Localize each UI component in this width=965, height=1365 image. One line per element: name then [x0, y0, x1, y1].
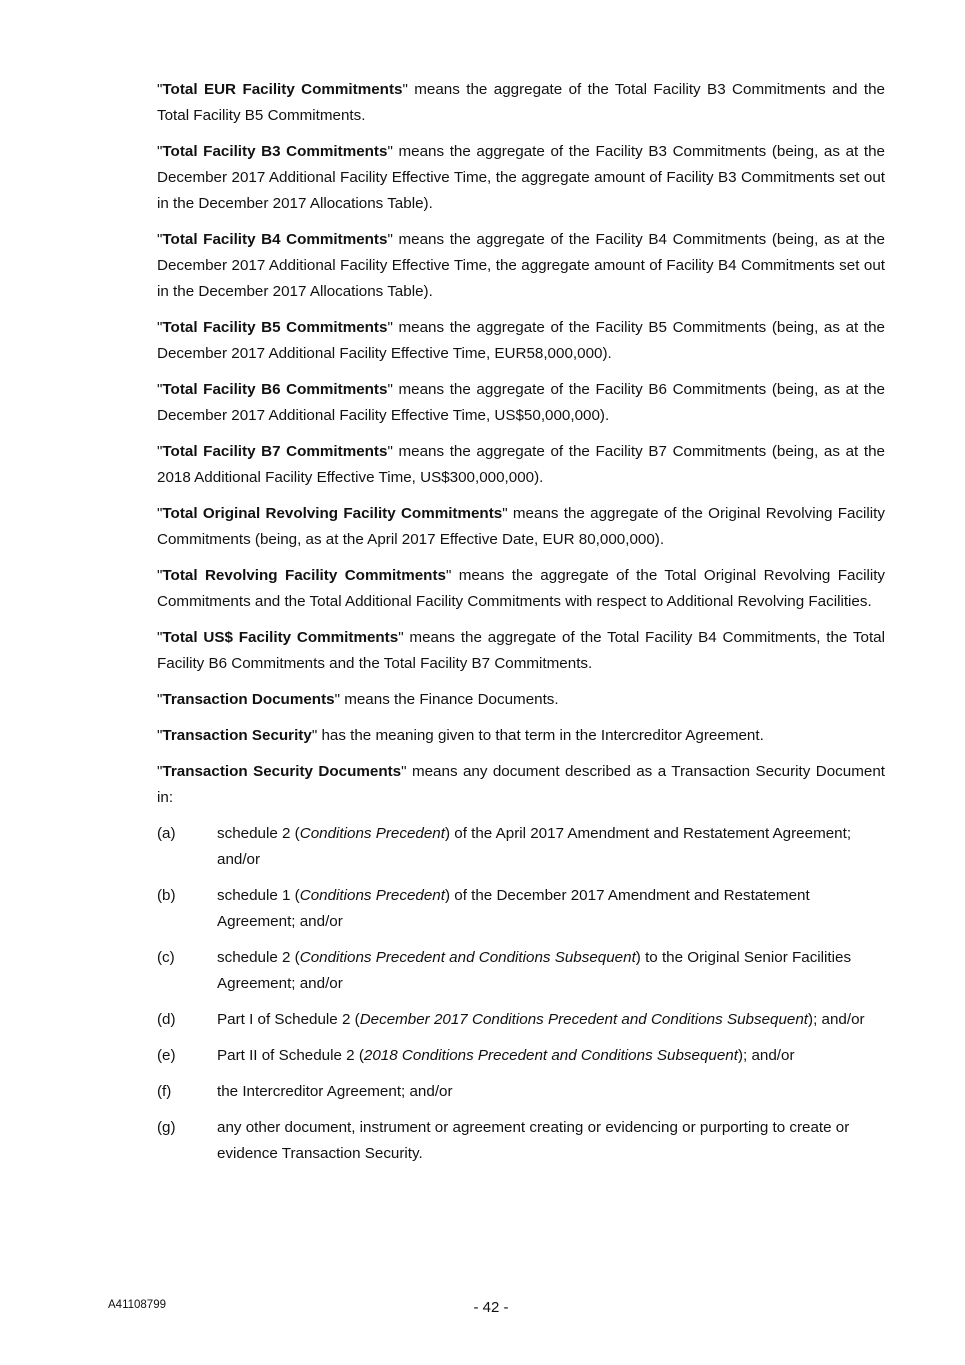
definition-total-facility-b7-commitments: "Total Facility B7 Commitments" means the aggregate of the Facility B7 Commitments (being, as at the 2018 Additional Facility Effective Time, US$300,000,000).	[157, 443, 885, 486]
list-item-c	[157, 945, 885, 997]
defined-term: Total Original Revolving Facility Commitments	[162, 505, 503, 522]
list-text: any other document, instrument or agreement creating or evidencing or purporting to create or evidence Transaction Security.	[217, 1119, 850, 1162]
list-text-italic: Conditions Precedent	[299, 825, 445, 842]
definition-text: means the aggregate of the Total Facility B3 Commitments and the Total Facility B5 Commitments.	[157, 81, 885, 124]
list-item-a	[157, 821, 885, 873]
definition-total-facility-b6-commitments: "Total Facility B6 Commitments" means the aggregate of the Facility B6 Commitments (being, as at the December 2017 Additional Facility Effective Time, US$50,000,000).	[157, 381, 885, 424]
definition-text: means any document described as a Transaction Security Document in:	[157, 763, 885, 806]
defined-term: Total US$ Facility Commitments	[162, 629, 399, 646]
list-marker: (a)	[157, 825, 176, 842]
definition-total-original-revolving-facility-commitments: "Total Original Revolving Facility Commitments" means the aggregate of the Original Revolving Facility Commitments (being, as at the April 2017 Effective Date, EUR 80,000,000).	[157, 505, 885, 548]
defined-term: Total EUR Facility Commitments	[162, 81, 403, 98]
list-marker: (g)	[157, 1119, 176, 1136]
definition-total-facility-b5-commitments: "Total Facility B5 Commitments" means the aggregate of the Facility B5 Commitments (being, as at the December 2017 Additional Facility Effective Time, EUR58,000,000).	[157, 319, 885, 362]
defined-term: Transaction Documents	[162, 691, 335, 708]
definition-total-facility-b3-commitments: "Total Facility B3 Commitments" means the aggregate of the Facility B3 Commitments (being, as at the December 2017 Additional Facility Effective Time, the aggregate amount of Facility B3 Commitments set out in the December 2017 Allocations Table).	[157, 143, 885, 212]
defined-term: Total Revolving Facility Commitments	[162, 567, 446, 584]
list-text-italic: Conditions Precedent and Conditions Subsequent	[299, 949, 636, 966]
definition-total-revolving-facility-commitments: "Total Revolving Facility Commitments" means the aggregate of the Total Original Revolving Facility Commitments and the Total Additional Facility Commitments with respect to Additional Revolving Facilities.	[157, 567, 886, 610]
definition-transaction-security-documents: "Transaction Security Documents" means any document described as a Transaction Security Document in:	[157, 763, 885, 806]
list-text: Part II of Schedule 2 (	[217, 1047, 364, 1064]
list-text-italic: December 2017 Conditions Precedent and Conditions Subsequent	[359, 1011, 809, 1028]
definition-text: has the meaning given to that term in the Intercreditor Agreement.	[317, 727, 764, 744]
defined-term: Total Facility B3 Commitments	[162, 143, 388, 160]
definition-transaction-documents: "Transaction Documents" means the Finance Documents.	[157, 691, 559, 708]
definition-text: means the aggregate of the Original Revolving Facility Commitments (being, as at the April 2017 Effective Date, EUR 80,000,000).	[157, 505, 885, 548]
list-marker: (f)	[157, 1083, 172, 1100]
list-text: schedule 2 (	[217, 949, 300, 966]
list-marker: (e)	[157, 1047, 176, 1064]
defined-term: Transaction Security	[162, 727, 312, 744]
definition-text: means the aggregate of the Facility B4 Commitments (being, as at the December 2017 Additional Facility Effective Time, the aggregate amount of Facility B4 Commitments set out in the December 2017 Allocations Table).	[157, 231, 885, 300]
list-text-italic: 2018 Conditions Precedent and Conditions Subsequent	[363, 1047, 738, 1064]
list-text: ); and/or	[808, 1011, 865, 1028]
definition-total-facility-b4-commitments: "Total Facility B4 Commitments" means the aggregate of the Facility B4 Commitments (being, as at the December 2017 Additional Facility Effective Time, the aggregate amount of Facility B4 Commitments set out in the December 2017 Allocations Table).	[157, 231, 885, 300]
definition-text: means the aggregate of the Facility B5 Commitments (being, as at the December 2017 Additional Facility Effective Time, EUR58,000,000).	[157, 319, 885, 362]
page-number: - 42 -	[473, 1299, 509, 1316]
document-reference: A41108799	[108, 1299, 166, 1311]
definition-text: means the Finance Documents.	[339, 691, 559, 708]
list-marker: (c)	[157, 949, 175, 966]
defined-term: Total Facility B4 Commitments	[162, 231, 388, 248]
definition-text: means the aggregate of the Total Original Revolving Facility Commitments and the Total Additional Facility Commitments with respect to Additional Revolving Facilities.	[157, 567, 886, 610]
definition-text: means the aggregate of the Total Facility B4 Commitments, the Total Facility B6 Commitments and the Total Facility B7 Commitments.	[157, 629, 885, 672]
list-text: Part I of Schedule 2 (	[217, 1011, 360, 1028]
list-text: ) to the Original Senior Facilities Agreement; and/or	[217, 949, 852, 992]
document-body	[157, 77, 885, 1177]
list-text: ) of the December 2017 Amendment and Restatement Agreement; and/or	[217, 887, 810, 930]
definition-text: means the aggregate of the Facility B7 Commitments (being, as at the 2018 Additional Facility Effective Time, US$300,000,000).	[157, 443, 885, 486]
definition-text: means the aggregate of the Facility B3 Commitments (being, as at the December 2017 Additional Facility Effective Time, the aggregate amount of Facility B3 Commitments set out in the December 2017 Allocations Table).	[157, 143, 885, 212]
list-text: ); and/or	[737, 1047, 795, 1064]
list-item-d	[157, 1007, 885, 1033]
definition-total-us-facility-commitments: "Total US$ Facility Commitments" means the aggregate of the Total Facility B4 Commitments, the Total Facility B6 Commitments and the Total Facility B7 Commitments.	[157, 629, 885, 672]
definition-total-eur-facility-commitments: "Total EUR Facility Commitments" means the aggregate of the Total Facility B3 Commitments and the Total Facility B5 Commitments.	[157, 81, 885, 124]
list-text: ) of the April 2017 Amendment and Restatement Agreement; and/or	[217, 825, 852, 868]
defined-term: Transaction Security Documents	[162, 763, 402, 780]
list-text-italic: Conditions Precedent	[299, 887, 445, 904]
list-item-b	[157, 883, 885, 935]
list-text: the Intercreditor Agreement; and/or	[217, 1083, 453, 1100]
list-marker: (d)	[157, 1011, 176, 1028]
list-text: schedule 2 (	[217, 825, 300, 842]
list-item-e	[157, 1043, 885, 1069]
defined-term: Total Facility B6 Commitments	[162, 381, 388, 398]
list-item-g	[157, 1115, 885, 1167]
defined-term: Total Facility B7 Commitments	[162, 443, 388, 460]
list-marker: (b)	[157, 887, 176, 904]
defined-term: Total Facility B5 Commitments	[162, 319, 388, 336]
definition-text: means the aggregate of the Facility B6 Commitments (being, as at the December 2017 Additional Facility Effective Time, US$50,000,000).	[157, 381, 885, 424]
definition-transaction-security: "Transaction Security" has the meaning given to that term in the Intercreditor Agreement.	[157, 727, 764, 744]
list-text: schedule 1 (	[217, 887, 300, 904]
list-item-f	[157, 1079, 885, 1105]
